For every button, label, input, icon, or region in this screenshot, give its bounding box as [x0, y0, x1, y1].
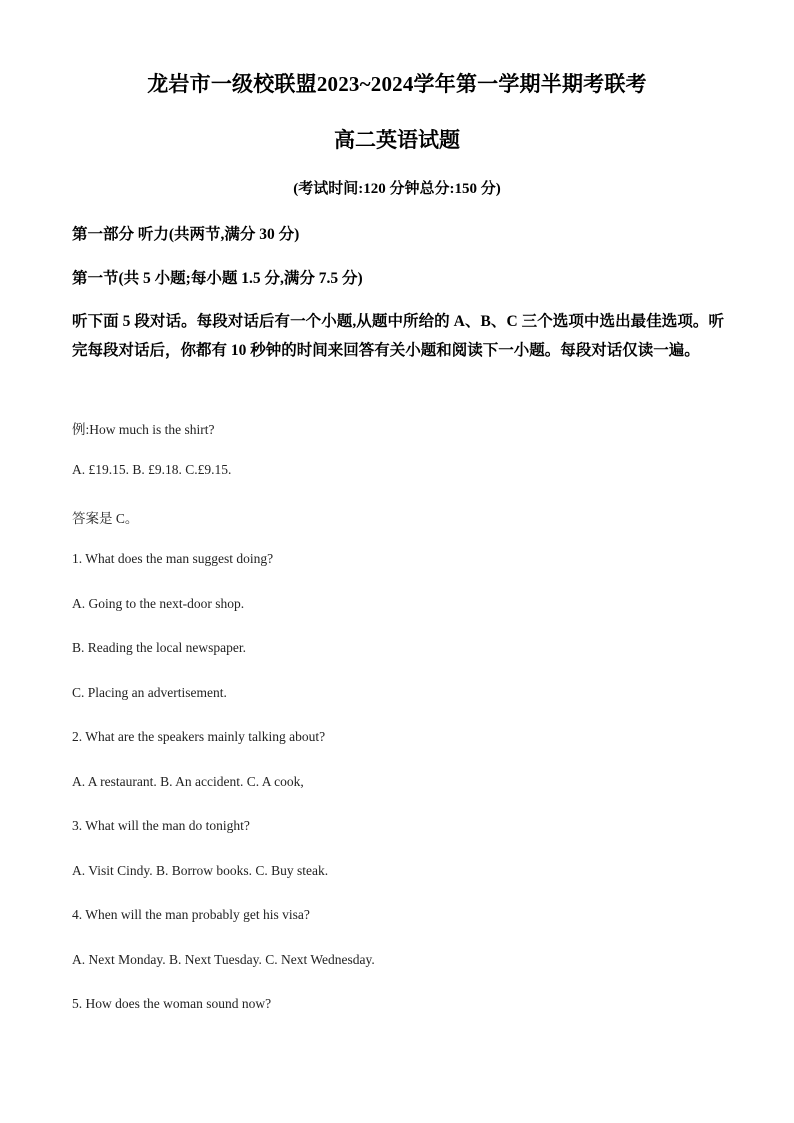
question-2: 2. What are the speakers mainly talking about?	[72, 729, 326, 744]
example-question: 例:How much is the shirt?	[72, 422, 215, 437]
exam-title: 龙岩市一级校联盟2023~2024学年第一学期半期考联考	[147, 72, 647, 96]
exam-subtitle: 高二英语试题	[334, 128, 460, 152]
question-1-option-b: B. Reading the local newspaper.	[72, 640, 246, 655]
section-one-heading: 第一节(共 5 小题;每小题 1.5 分,满分 7.5 分)	[72, 270, 363, 287]
example-answer: 答案是 C。	[72, 511, 139, 526]
part-one-heading: 第一部分 听力(共两节,满分 30 分)	[72, 226, 300, 243]
question-2-options: A. A restaurant. B. An accident. C. A cook,	[72, 774, 304, 789]
question-3-options: A. Visit Cindy. B. Borrow books. C. Buy steak.	[72, 863, 329, 878]
exam-info: (考试时间:120 分钟总分:150 分)	[293, 181, 501, 197]
question-1: 1. What does the man suggest doing?	[72, 551, 274, 566]
question-3: 3. What will the man do tonight?	[72, 818, 250, 833]
question-4: 4. When will the man probably get his visa?	[72, 907, 310, 922]
listening-instructions: 听下面 5 段对话。每段对话后有一个小题,从题中所给的 A、B、C 三个选项中选出最佳选项。听完每段对话后，你都有 10 秒钟的时间来回答有关小题和阅读下一小题。每段对话仅读一遍。	[72, 313, 724, 359]
question-1-option-c: C. Placing an advertisement.	[72, 685, 227, 700]
question-1-option-a: A. Going to the next-door shop.	[72, 596, 245, 611]
example-options: A. £19.15. B. £9.18. C.£9.15.	[72, 462, 232, 477]
question-5: 5. How does the woman sound now?	[72, 996, 272, 1011]
question-4-options: A. Next Monday. B. Next Tuesday. C. Next Wednesday.	[72, 952, 375, 967]
